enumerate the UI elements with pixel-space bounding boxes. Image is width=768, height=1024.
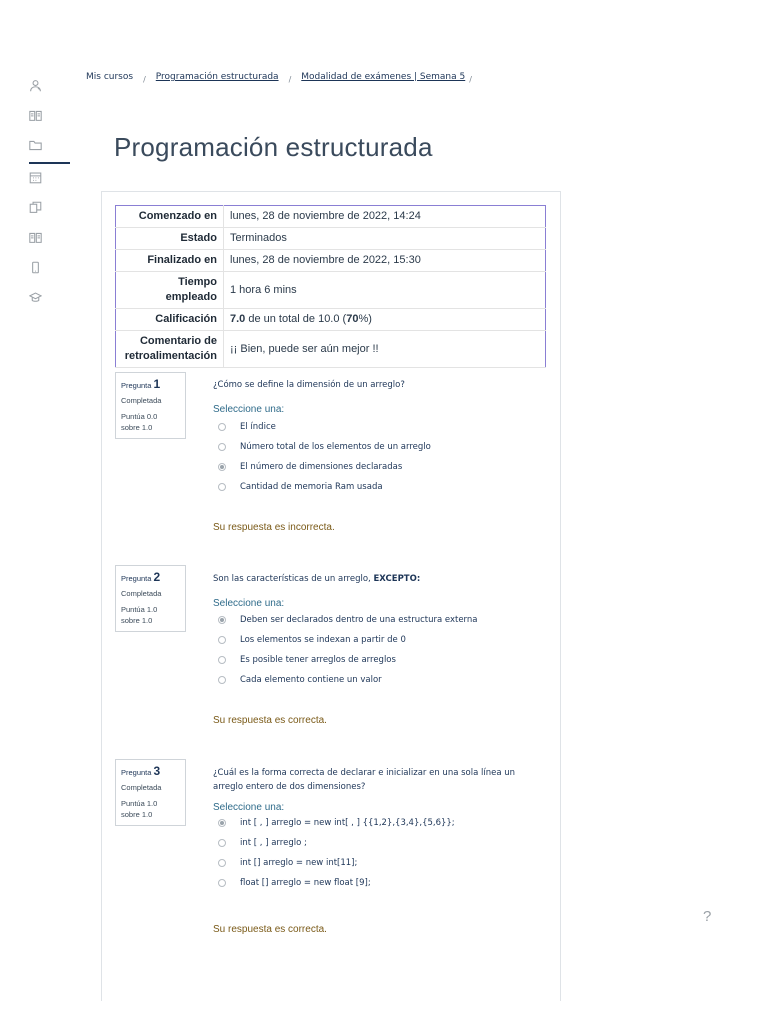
question-grade: Puntúa 0.0 sobre 1.0 — [121, 412, 158, 432]
page-title: Programación estructurada — [114, 132, 433, 162]
radio-button[interactable] — [218, 656, 226, 664]
answer-option[interactable]: Cada elemento contiene un valor — [213, 670, 533, 690]
radio-button[interactable] — [218, 423, 226, 431]
radio-button[interactable] — [218, 879, 226, 887]
question-number: 1 — [153, 377, 161, 391]
state-label: Estado — [116, 228, 224, 250]
calendar-icon[interactable] — [0, 162, 70, 192]
finished-value: lunes, 28 de noviembre de 2022, 15:30 — [230, 254, 421, 266]
book-icon[interactable] — [0, 100, 70, 130]
question-body — [213, 572, 533, 690]
question-state: Completada — [121, 396, 162, 405]
answer-prompt: Seleccione una: — [213, 802, 285, 813]
answer-prompt: Seleccione una: — [213, 404, 285, 415]
answer-options — [213, 813, 533, 893]
answer-option[interactable]: Número total de los elementos de un arreglo — [213, 437, 533, 457]
breadcrumb — [86, 72, 482, 82]
question-number: 3 — [153, 764, 161, 778]
answer-option[interactable]: Es posible tener arreglos de arreglos — [213, 650, 533, 670]
answer-option[interactable]: int [ , ] arreglo ; — [213, 833, 533, 853]
question-label: Pregunta — [121, 381, 152, 390]
answer-option[interactable]: int [ , ] arreglo = new int[ , ] {{1,2},{3,4},{5,6}}; — [213, 813, 533, 833]
radio-button-selected[interactable] — [218, 463, 226, 471]
feedback-label: Comentario de retroalimentación — [116, 331, 224, 368]
mobile-icon[interactable] — [0, 252, 70, 282]
question-state: Completada — [121, 783, 162, 792]
finished-label: Finalizado en — [116, 250, 224, 272]
breadcrumb-course[interactable]: Programación estructurada — [155, 72, 279, 82]
book-icon[interactable] — [0, 222, 70, 252]
answer-option[interactable]: int [] arreglo = new int[11]; — [213, 853, 533, 873]
question-text: ¿Cómo se define la dimensión de un arreglo? — [213, 380, 405, 390]
breadcrumb-separator: / — [469, 74, 472, 84]
state-value: Terminados — [230, 232, 287, 244]
question-info — [115, 372, 186, 439]
question-grade: Puntúa 1.0 sobre 1.0 — [121, 799, 158, 819]
time-value: 1 hora 6 mins — [230, 283, 297, 296]
started-label: Comenzado en — [116, 206, 224, 228]
radio-button[interactable] — [218, 859, 226, 867]
answer-prompt: Seleccione una: — [213, 598, 285, 609]
question-number: 2 — [153, 570, 161, 584]
radio-button[interactable] — [218, 443, 226, 451]
breadcrumb-my-courses[interactable]: Mis cursos — [86, 72, 134, 82]
answer-options — [213, 610, 533, 690]
question-grade: Puntúa 1.0 sobre 1.0 — [121, 605, 158, 625]
radio-button[interactable] — [218, 636, 226, 644]
question-label: Pregunta — [121, 768, 152, 777]
question-label: Pregunta — [121, 574, 152, 583]
answer-option[interactable]: El índice — [213, 417, 533, 437]
grade-value: 7.0 de un total de 10.0 (70%) — [230, 313, 372, 325]
answer-feedback: Su respuesta es correcta. — [213, 924, 327, 935]
answer-option[interactable]: El número de dimensiones declaradas — [213, 457, 533, 477]
answer-option[interactable]: Deben ser declarados dentro de una estructura externa — [213, 610, 533, 630]
feedback-value: ¡¡ Bien, puede ser aún mejor !! — [230, 342, 379, 355]
participants-icon[interactable] — [0, 70, 70, 100]
radio-button-selected[interactable] — [218, 819, 226, 827]
folder-icon[interactable] — [0, 130, 70, 160]
radio-button[interactable] — [218, 483, 226, 491]
answer-feedback: Su respuesta es incorrecta. — [213, 522, 335, 533]
answer-option[interactable]: Los elementos se indexan a partir de 0 — [213, 630, 533, 650]
answer-options — [213, 417, 533, 497]
question-state: Completada — [121, 589, 162, 598]
answer-option[interactable]: Cantidad de memoria Ram usada — [213, 477, 533, 497]
radio-button[interactable] — [218, 839, 226, 847]
question-text: ¿Cuál es la forma correcta de declarar e inicializar en una sola línea un arreglo entero de dos dimensiones? — [213, 768, 516, 792]
question-body — [213, 766, 533, 893]
started-value: lunes, 28 de noviembre de 2022, 14:24 — [230, 210, 421, 222]
graduation-cap-icon[interactable] — [0, 282, 70, 312]
question-info — [115, 565, 186, 632]
breadcrumb-exam-mode[interactable]: Modalidad de exámenes | Semana 5 — [301, 72, 466, 82]
time-label: Tiempo empleado — [116, 272, 224, 309]
question-text: Son las características de un arreglo, EXCEPTO: — [213, 574, 421, 584]
question-body — [213, 378, 533, 497]
nav-active-indicator — [29, 162, 70, 164]
grade-label: Calificación — [116, 309, 224, 331]
breadcrumb-separator: / — [288, 74, 292, 84]
answer-feedback: Su respuesta es correcta. — [213, 715, 327, 726]
radio-button[interactable] — [218, 676, 226, 684]
radio-button-selected[interactable] — [218, 616, 226, 624]
attempt-summary-table — [115, 205, 546, 368]
breadcrumb-separator: / — [143, 74, 146, 84]
copy-icon[interactable] — [0, 192, 70, 222]
question-info — [115, 759, 186, 826]
help-button[interactable]: ? — [703, 908, 712, 925]
answer-option[interactable]: float [] arreglo = new float [9]; — [213, 873, 533, 893]
